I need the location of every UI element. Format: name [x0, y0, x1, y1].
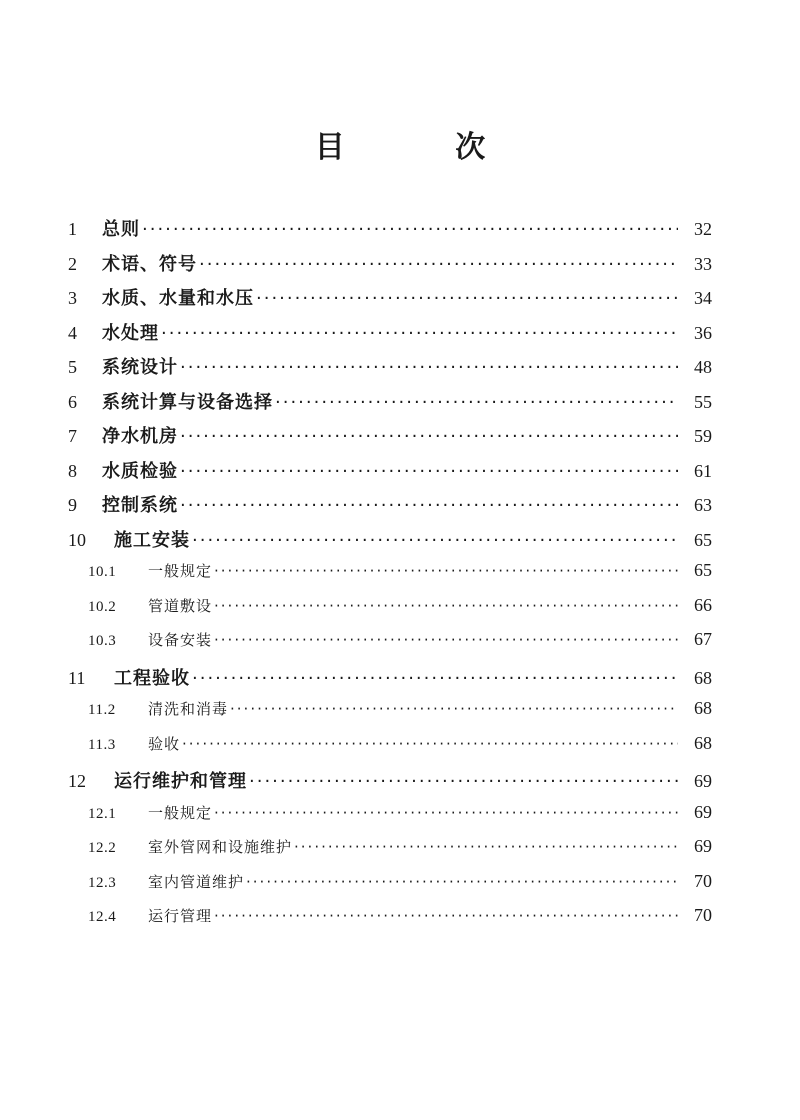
toc-entry-number: 12 [68, 771, 86, 791]
toc-chapter-entry[interactable] [68, 215, 712, 250]
toc-entry-title: 管道敷设 [148, 596, 213, 615]
toc-entry-number: 12.2 [88, 840, 117, 856]
toc-entry-title: 工程验收 [114, 667, 190, 689]
toc-chapter-entry[interactable] [68, 422, 712, 457]
dot-leader [214, 562, 678, 580]
toc-entry-title: 运行管理 [148, 907, 213, 925]
toc-entry-page-number: 68 [694, 698, 712, 718]
dot-leader [230, 700, 678, 718]
toc-entry-page-number: 48 [694, 357, 712, 377]
dot-leader [180, 461, 678, 482]
dot-leader [192, 530, 678, 551]
toc-entry-number: 4 [68, 322, 77, 343]
toc-entry-title: 一般规定 [148, 562, 213, 580]
toc-chapter-entry[interactable] [68, 388, 712, 423]
toc-chapter-entry[interactable] [68, 767, 712, 802]
toc-entry-number: 10.2 [88, 598, 117, 615]
toc-chapter-entry[interactable] [68, 284, 712, 319]
toc-entry-title: 一般规定 [148, 803, 213, 822]
toc-entry-title: 施工安装 [114, 529, 190, 551]
toc-chapter-entry[interactable] [68, 491, 712, 526]
toc-section-entry[interactable] [68, 560, 712, 595]
toc-entry-number: 7 [68, 426, 77, 446]
dot-leader [199, 254, 678, 275]
toc-entry-number: 12.3 [88, 874, 117, 891]
toc-entry-page-number: 59 [694, 426, 712, 446]
toc-entry-number: 12.1 [88, 805, 117, 822]
toc-entry-page-number: 68 [694, 667, 712, 688]
toc-entry-number: 10.1 [88, 564, 117, 580]
toc-entry-page-number: 65 [694, 560, 712, 580]
toc-entry-number: 6 [68, 391, 77, 412]
dot-leader [214, 804, 678, 822]
toc-section-entry[interactable] [68, 802, 712, 837]
toc-entry-page-number: 69 [694, 801, 712, 822]
toc-entry-page-number: 67 [694, 629, 712, 649]
toc-entry-title: 水质检验 [102, 460, 178, 482]
dot-leader [249, 771, 678, 792]
toc-entry-title: 术语、符号 [102, 253, 197, 275]
toc-entry-title: 系统设计 [102, 357, 178, 378]
toc-entry-title: 总则 [102, 219, 140, 240]
toc-entry-page-number: 63 [694, 495, 712, 515]
dot-leader [275, 392, 678, 413]
toc-entry-page-number: 61 [694, 460, 712, 481]
dot-leader [192, 668, 678, 689]
toc-chapter-entry[interactable] [68, 664, 712, 699]
toc-entry-page-number: 65 [694, 529, 712, 550]
dot-leader [246, 873, 678, 891]
dot-leader [214, 631, 678, 649]
toc-entry-page-number: 33 [694, 253, 712, 274]
dot-leader [180, 426, 678, 447]
toc-entry-page-number: 68 [694, 732, 712, 753]
dot-leader [214, 597, 678, 615]
toc-entry-page-number: 55 [694, 391, 712, 412]
toc-entry-title: 室内管道维护 [148, 872, 245, 891]
toc-entry-title: 水质、水量和水压 [102, 288, 254, 309]
toc-entry-number: 11.3 [88, 736, 116, 753]
toc-section-entry[interactable] [68, 871, 712, 906]
toc-entry-title: 控制系统 [102, 495, 178, 516]
toc-entry-page-number: 70 [694, 905, 712, 925]
dot-leader [142, 219, 678, 240]
toc-entry-number: 8 [68, 460, 77, 481]
toc-entry-number: 5 [68, 357, 77, 377]
toc-entry-number: 3 [68, 288, 77, 308]
toc-entry-title: 水处理 [102, 322, 159, 344]
toc-entry-page-number: 66 [694, 594, 712, 615]
toc-section-entry[interactable] [68, 836, 712, 871]
toc-chapter-entry[interactable] [68, 250, 712, 285]
toc-section-entry[interactable] [68, 629, 712, 664]
toc-chapter-entry[interactable] [68, 353, 712, 388]
dot-leader [214, 907, 678, 925]
toc-entry-number: 11.2 [88, 702, 116, 718]
toc-entry-title: 运行维护和管理 [114, 771, 247, 792]
toc-section-entry[interactable] [68, 733, 712, 768]
toc-entry-page-number: 36 [694, 322, 712, 343]
dot-leader [180, 357, 678, 378]
toc-entry-number: 12.4 [88, 909, 117, 925]
toc-entry-number: 2 [68, 253, 77, 274]
dot-leader [161, 323, 678, 344]
toc-entry-title: 设备安装 [148, 631, 213, 649]
toc-entry-title: 室外管网和设施维护 [148, 838, 293, 856]
toc-section-entry[interactable] [68, 905, 712, 940]
toc-entry-title: 验收 [148, 734, 181, 753]
toc-chapter-entry[interactable] [68, 319, 712, 354]
toc-chapter-entry[interactable] [68, 457, 712, 492]
toc-entry-number: 11 [68, 667, 86, 688]
toc-entry-number: 9 [68, 495, 77, 515]
toc-entry-title: 净水机房 [102, 426, 178, 447]
toc-entry-number: 10.3 [88, 633, 117, 649]
toc-entry-number: 10 [68, 529, 86, 550]
dot-leader [180, 495, 678, 516]
page-title: 目 次 [314, 130, 536, 165]
toc-section-entry[interactable] [68, 595, 712, 630]
dot-leader [182, 735, 678, 753]
toc-section-entry[interactable] [68, 698, 712, 733]
dot-leader [294, 838, 678, 856]
toc-entry-page-number: 69 [694, 771, 712, 791]
toc-entry-page-number: 69 [694, 836, 712, 856]
toc-entry-page-number: 34 [694, 288, 712, 308]
toc-entry-title: 清洗和消毒 [148, 700, 229, 718]
toc-entry-title: 系统计算与设备选择 [102, 391, 273, 413]
toc-entry-page-number: 32 [694, 219, 712, 239]
dot-leader [256, 288, 678, 309]
toc-chapter-entry[interactable] [68, 526, 712, 561]
toc-entry-page-number: 70 [694, 870, 712, 891]
table-of-contents [68, 215, 712, 940]
toc-entry-number: 1 [68, 219, 77, 239]
